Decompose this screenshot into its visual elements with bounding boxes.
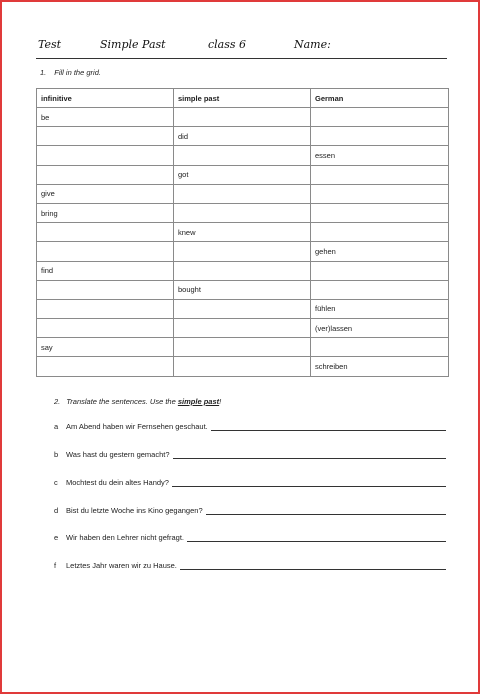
grid-cell-german[interactable]: fühlen xyxy=(311,299,449,318)
grid-cell-simple-past[interactable] xyxy=(174,338,311,357)
sentence-row xyxy=(54,450,446,459)
sentence-letter: d xyxy=(54,506,59,515)
sentence-row xyxy=(54,422,446,431)
grid-cell-infinitive[interactable] xyxy=(37,146,174,165)
grid-cell-infinitive[interactable]: give xyxy=(37,184,174,203)
task1-instruction xyxy=(40,68,101,77)
grid-row xyxy=(37,357,449,376)
header-test-label: Test xyxy=(38,38,62,51)
grid-cell-infinitive[interactable]: be xyxy=(37,108,174,127)
grid-cell-simple-past[interactable] xyxy=(174,203,311,222)
header-class-label: class 6 xyxy=(208,38,247,51)
grid-cell-infinitive[interactable] xyxy=(37,299,174,318)
grid-cell-simple-past[interactable]: knew xyxy=(174,223,311,242)
grid-cell-german[interactable] xyxy=(311,280,449,299)
answer-line[interactable] xyxy=(187,534,446,542)
grid-cell-simple-past[interactable] xyxy=(174,146,311,165)
task1-text: Fill in the grid. xyxy=(54,68,101,77)
sentence-text: Was hast du gestern gemacht? xyxy=(66,450,170,459)
grid-cell-infinitive[interactable] xyxy=(37,127,174,146)
grid-cell-simple-past[interactable] xyxy=(174,319,311,338)
grid-row xyxy=(37,338,449,357)
grid-row xyxy=(37,184,449,203)
grid-row xyxy=(37,146,449,165)
grid-cell-german[interactable] xyxy=(311,338,449,357)
answer-line[interactable] xyxy=(172,479,446,487)
verb-grid xyxy=(36,88,449,377)
grid-row xyxy=(37,127,449,146)
grid-row xyxy=(37,223,449,242)
grid-cell-german[interactable]: essen xyxy=(311,146,449,165)
grid-row xyxy=(37,319,449,338)
header-german: German xyxy=(311,89,449,108)
sentence-row xyxy=(54,561,446,570)
header-infinitive: infinitive xyxy=(37,89,174,108)
sentence-row xyxy=(54,533,446,542)
grid-cell-german[interactable] xyxy=(311,127,449,146)
sentence-letter: a xyxy=(54,422,59,431)
grid-cell-german[interactable] xyxy=(311,165,449,184)
sentence-row xyxy=(54,478,446,487)
sentence-letter: e xyxy=(54,533,59,542)
grid-cell-german[interactable] xyxy=(311,223,449,242)
header-title: Simple Past xyxy=(100,38,166,51)
grid-row xyxy=(37,280,449,299)
grid-cell-german[interactable] xyxy=(311,203,449,222)
grid-cell-simple-past[interactable]: got xyxy=(174,165,311,184)
grid-cell-german[interactable] xyxy=(311,184,449,203)
grid-cell-infinitive[interactable] xyxy=(37,242,174,261)
grid-cell-simple-past[interactable] xyxy=(174,261,311,280)
sentence-letter: b xyxy=(54,450,59,459)
grid-cell-infinitive[interactable]: bring xyxy=(37,203,174,222)
grid-cell-simple-past[interactable] xyxy=(174,108,311,127)
grid-cell-infinitive[interactable] xyxy=(37,223,174,242)
header-name-label: Name: xyxy=(294,38,331,51)
grid-cell-infinitive[interactable] xyxy=(37,319,174,338)
grid-cell-german[interactable]: gehen xyxy=(311,242,449,261)
answer-line[interactable] xyxy=(206,507,446,515)
task2-text-post: ! xyxy=(219,397,222,406)
grid-cell-simple-past[interactable] xyxy=(174,184,311,203)
sentence-row xyxy=(54,506,446,515)
sentence-text: Letztes Jahr waren wir zu Hause. xyxy=(66,561,177,570)
grid-cell-simple-past[interactable]: did xyxy=(174,127,311,146)
grid-cell-simple-past[interactable] xyxy=(174,357,311,376)
task2-text-pre: Translate the sentences. Use the xyxy=(66,397,178,406)
grid-cell-infinitive[interactable]: say xyxy=(37,338,174,357)
sentence-text: Bist du letzte Woche ins Kino gegangen? xyxy=(66,506,203,515)
grid-cell-german[interactable] xyxy=(311,108,449,127)
answer-line[interactable] xyxy=(180,562,446,570)
task2-number: 2. xyxy=(54,397,61,406)
worksheet-header xyxy=(36,38,447,59)
grid-row xyxy=(37,108,449,127)
task1-number: 1. xyxy=(40,68,47,77)
grid-row xyxy=(37,203,449,222)
grid-cell-german[interactable]: (ver)lassen xyxy=(311,319,449,338)
grid-cell-infinitive[interactable]: find xyxy=(37,261,174,280)
sentence-text: Mochtest du dein altes Handy? xyxy=(66,478,169,487)
grid-row xyxy=(37,165,449,184)
grid-cell-simple-past[interactable] xyxy=(174,299,311,318)
answer-line[interactable] xyxy=(211,423,446,431)
sentence-letter: f xyxy=(54,561,57,570)
grid-cell-infinitive[interactable] xyxy=(37,280,174,299)
task2-text-emphasis: simple past xyxy=(177,397,220,406)
grid-cell-german[interactable] xyxy=(311,261,449,280)
grid-header-row xyxy=(37,89,449,108)
grid-cell-simple-past[interactable]: bought xyxy=(174,280,311,299)
task2-instruction xyxy=(54,397,221,406)
answer-line[interactable] xyxy=(173,451,446,459)
grid-cell-simple-past[interactable] xyxy=(174,242,311,261)
grid-cell-german[interactable]: schreiben xyxy=(311,357,449,376)
grid-cell-infinitive[interactable] xyxy=(37,357,174,376)
sentence-text: Wir haben den Lehrer nicht gefragt. xyxy=(66,533,184,542)
header-simple-past: simple past xyxy=(174,89,311,108)
grid-row xyxy=(37,299,449,318)
sentence-letter: c xyxy=(54,478,58,487)
grid-cell-infinitive[interactable] xyxy=(37,165,174,184)
grid-row xyxy=(37,261,449,280)
sentence-text: Am Abend haben wir Fernsehen geschaut. xyxy=(66,422,208,431)
grid-row xyxy=(37,242,449,261)
